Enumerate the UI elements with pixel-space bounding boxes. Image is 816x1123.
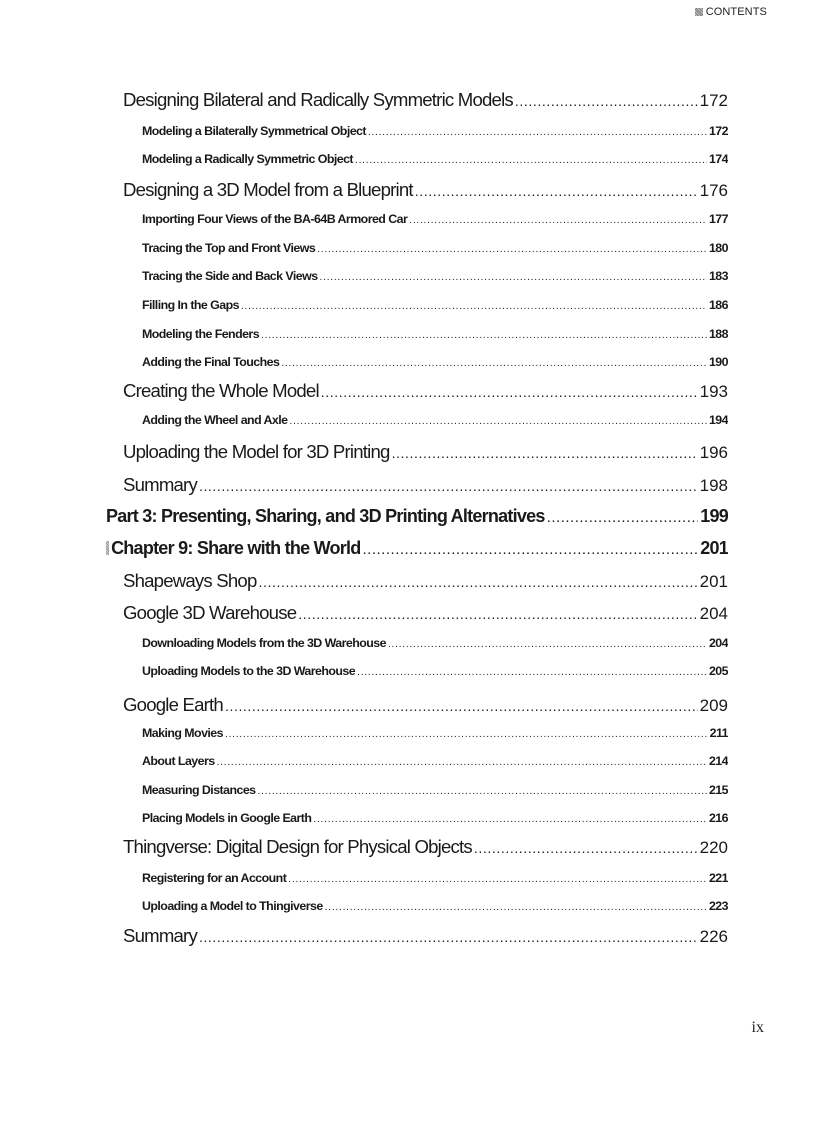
toc-entry-page: 186 bbox=[708, 298, 728, 312]
dot-leader bbox=[225, 729, 708, 740]
toc-entry-title: Tracing the Side and Back Views bbox=[142, 269, 318, 283]
dot-leader bbox=[474, 840, 698, 856]
toc-entry-title: Uploading Models to the 3D Warehouse bbox=[142, 664, 356, 678]
toc-entry-page: 180 bbox=[708, 241, 728, 255]
toc-entry[interactable] bbox=[106, 506, 728, 527]
toc-entry-title: Thingverse: Digital Design for Physical Objects bbox=[123, 836, 472, 857]
toc-entry-title: Summary bbox=[123, 474, 197, 495]
toc-entry[interactable] bbox=[106, 538, 728, 559]
toc-entry[interactable] bbox=[142, 355, 728, 369]
toc-entry-page: 172 bbox=[699, 91, 728, 110]
toc-entry-page: 205 bbox=[708, 664, 728, 678]
dot-leader bbox=[258, 786, 707, 797]
toc-entry-page: 201 bbox=[699, 572, 728, 591]
toc-entry[interactable] bbox=[123, 602, 728, 624]
page-number: ix bbox=[751, 1019, 764, 1036]
toc-entry-page: 196 bbox=[699, 443, 728, 462]
toc-entry-title: Creating the Whole Model bbox=[123, 380, 319, 401]
toc-entry-page: 214 bbox=[708, 754, 728, 768]
toc-entry-title: Modeling a Bilaterally Symmetrical Object bbox=[142, 124, 366, 138]
toc-entry-title: Making Movies bbox=[142, 726, 223, 740]
toc-entry-page: 198 bbox=[699, 476, 728, 495]
dot-leader bbox=[547, 509, 699, 526]
toc-entry-title: Tracing the Top and Front Views bbox=[142, 241, 316, 255]
toc-entry-title: Adding the Wheel and Axle bbox=[142, 413, 288, 427]
dot-leader bbox=[325, 902, 707, 913]
dot-leader bbox=[392, 445, 698, 461]
toc-entry-page: 216 bbox=[708, 811, 728, 825]
toc-entry[interactable] bbox=[123, 836, 728, 858]
toc-entry-page: 204 bbox=[699, 604, 728, 623]
dot-leader bbox=[357, 667, 707, 678]
toc-entry-title: Part 3: Presenting, Sharing, and 3D Printing Alternatives bbox=[106, 506, 545, 526]
toc-entry-title: Summary bbox=[123, 925, 197, 946]
chapter-marker-icon bbox=[106, 541, 109, 555]
dot-leader bbox=[320, 272, 707, 283]
dot-leader bbox=[321, 384, 698, 400]
toc-entry-title: Designing Bilateral and Radically Symmetric Models bbox=[123, 89, 513, 110]
dot-leader bbox=[355, 155, 707, 166]
toc-entry-title: Registering for an Account bbox=[142, 871, 287, 885]
toc-entry-page: 220 bbox=[699, 838, 728, 857]
toc-entry-page: 193 bbox=[699, 382, 728, 401]
toc-entry[interactable] bbox=[123, 694, 728, 716]
toc-entry-title: Chapter 9: Share with the World bbox=[111, 538, 361, 558]
toc-entry[interactable] bbox=[142, 327, 728, 341]
toc-entry[interactable] bbox=[142, 413, 728, 427]
dot-leader bbox=[225, 698, 698, 714]
dot-leader bbox=[199, 478, 698, 494]
toc-entry-page: 223 bbox=[708, 899, 728, 913]
running-header-label: CONTENTS bbox=[705, 6, 767, 18]
toc-entry[interactable] bbox=[142, 298, 728, 312]
toc-entry[interactable] bbox=[142, 636, 728, 650]
dot-leader bbox=[368, 127, 707, 138]
toc-entry-page: 194 bbox=[708, 413, 728, 427]
dot-leader bbox=[261, 330, 707, 341]
dot-leader bbox=[409, 215, 707, 226]
toc-entry-page: 211 bbox=[709, 726, 728, 740]
toc-entry[interactable] bbox=[123, 380, 728, 402]
toc-entry[interactable] bbox=[142, 871, 728, 885]
dot-leader bbox=[217, 757, 707, 768]
toc-entry[interactable] bbox=[123, 925, 728, 947]
toc-entry[interactable] bbox=[123, 441, 728, 463]
toc-entry-title: Google 3D Warehouse bbox=[123, 602, 297, 623]
toc-entry-title: Uploading a Model to Thingiverse bbox=[142, 899, 323, 913]
toc-entry-title: Google Earth bbox=[123, 694, 223, 715]
toc-entry[interactable] bbox=[142, 664, 728, 678]
toc-entry[interactable] bbox=[123, 570, 728, 592]
toc-entry-title: Adding the Final Touches bbox=[142, 355, 280, 369]
toc-entry-page: 201 bbox=[700, 538, 728, 558]
toc-entry[interactable] bbox=[142, 754, 728, 768]
dot-leader bbox=[388, 639, 707, 650]
toc-entry-title: Uploading the Model for 3D Printing bbox=[123, 441, 390, 462]
toc-entry-page: 199 bbox=[700, 506, 728, 526]
toc-entry-page: 190 bbox=[708, 355, 728, 369]
toc-entry[interactable] bbox=[142, 899, 728, 913]
toc-entry-title: Designing a 3D Model from a Blueprint bbox=[123, 179, 413, 200]
toc-entry[interactable] bbox=[123, 179, 728, 201]
toc-entry[interactable] bbox=[142, 124, 728, 138]
toc-entry[interactable] bbox=[142, 241, 728, 255]
toc-entry-page: 188 bbox=[708, 327, 728, 341]
toc-entry[interactable] bbox=[123, 89, 728, 111]
toc-entry-title: Downloading Models from the 3D Warehouse bbox=[142, 636, 386, 650]
toc-entry-title: Placing Models in Google Earth bbox=[142, 811, 312, 825]
dot-leader bbox=[317, 244, 707, 255]
toc-entry-title: About Layers bbox=[142, 754, 215, 768]
dot-leader bbox=[415, 183, 698, 199]
dot-leader bbox=[363, 541, 699, 558]
toc-entry-page: 177 bbox=[708, 212, 728, 226]
toc-entry-page: 174 bbox=[708, 152, 728, 166]
toc-entry[interactable] bbox=[142, 811, 728, 825]
toc-entry-title: Importing Four Views of the BA-64B Armored Car bbox=[142, 212, 408, 226]
toc-entry-title: Filling In the Gaps bbox=[142, 298, 239, 312]
dot-leader bbox=[241, 301, 707, 312]
toc-entry-page: 172 bbox=[708, 124, 728, 138]
dot-leader bbox=[290, 416, 707, 427]
toc-entry[interactable] bbox=[142, 152, 728, 166]
dot-leader bbox=[515, 93, 698, 109]
dot-leader bbox=[199, 929, 698, 945]
toc-entry-title: Modeling the Fenders bbox=[142, 327, 260, 341]
toc-entry[interactable] bbox=[142, 212, 728, 226]
toc-entry-page: 215 bbox=[708, 783, 728, 797]
toc-entry[interactable] bbox=[142, 726, 728, 740]
toc-entry-page: 226 bbox=[699, 927, 728, 946]
toc-entry-title: Measuring Distances bbox=[142, 783, 256, 797]
dot-leader bbox=[288, 874, 707, 885]
toc-entry[interactable] bbox=[142, 783, 728, 797]
toc-entry-page: 209 bbox=[699, 696, 728, 715]
toc-entry-page: 183 bbox=[708, 269, 728, 283]
toc-entry-page: 176 bbox=[699, 181, 728, 200]
dot-leader bbox=[313, 814, 707, 825]
toc-entry[interactable] bbox=[123, 474, 728, 496]
dot-leader bbox=[298, 606, 697, 622]
toc-entry-title: Modeling a Radically Symmetric Object bbox=[142, 152, 354, 166]
toc-entry[interactable] bbox=[142, 269, 728, 283]
toc-entry-page: 204 bbox=[708, 636, 728, 650]
toc-entry-title: Shapeways Shop bbox=[123, 570, 257, 591]
dot-leader bbox=[281, 358, 707, 369]
dot-leader bbox=[259, 574, 698, 590]
toc-entry-page: 221 bbox=[708, 871, 728, 885]
